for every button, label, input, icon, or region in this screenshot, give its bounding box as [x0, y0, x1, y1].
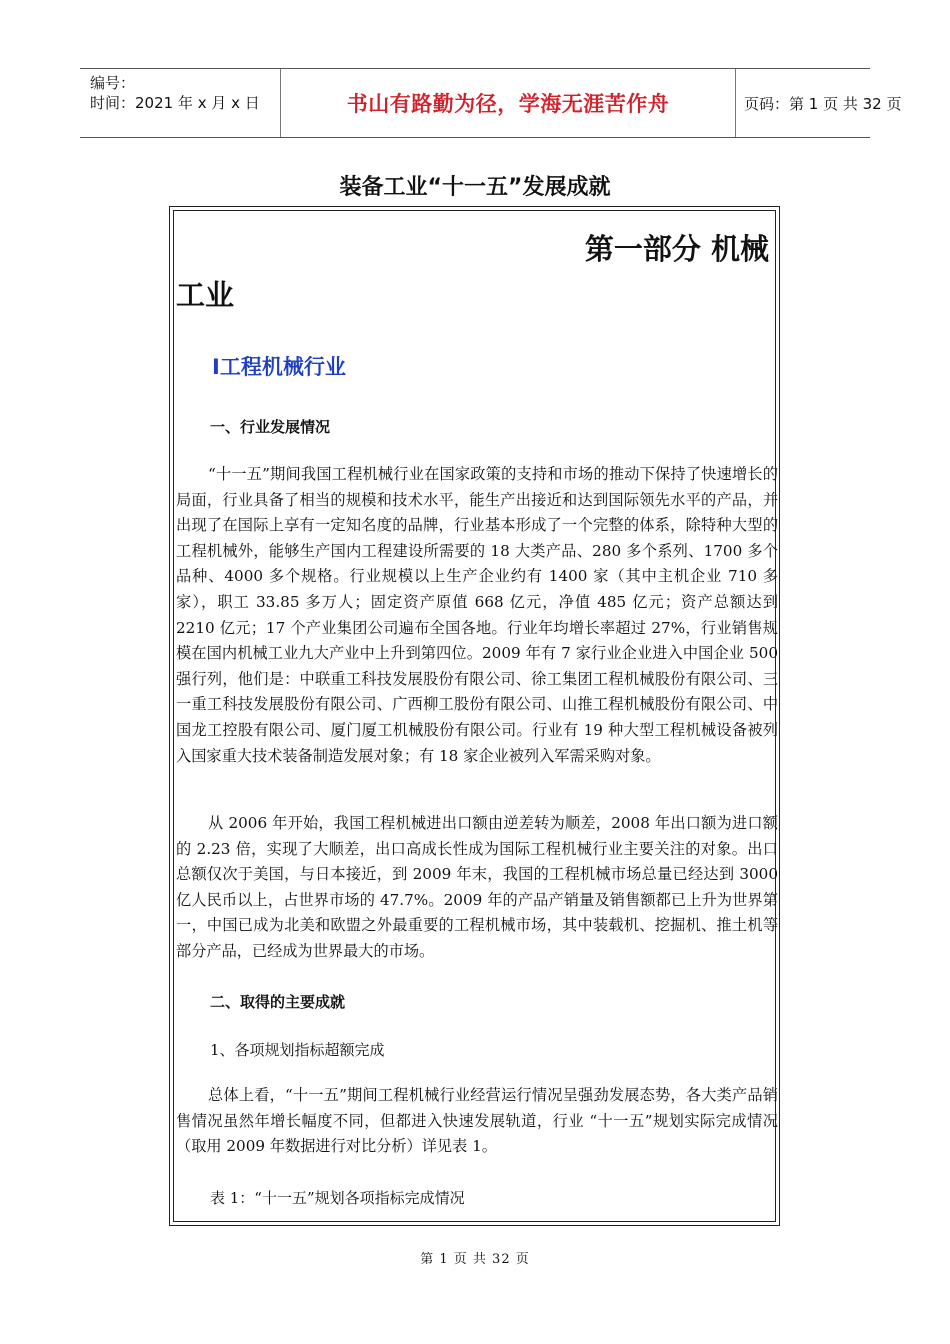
part-title-line2: 工业	[176, 278, 235, 312]
header-page-label: 页码：第 1 页 共 32 页	[744, 94, 902, 113]
content-frame-inner	[173, 210, 776, 1222]
part-title-line1: 第一部分 机械	[584, 232, 769, 266]
table-caption: 表 1：“十一五”规划各项指标完成情况	[210, 1189, 465, 1207]
heading-industry-development: 一、行业发展情况	[210, 418, 331, 436]
paragraph-trade: 从 2006 年开始，我国工程机械进出口额由逆差转为顺差，2008 年出口额为进口额的 2.23 倍，实现了大顺差，出口高成长性成为国际工程机械行业主要关注的对象。出口总额仅次于美国，与日本接近，到 2009 年末，我国的工程机械市场总量已经达到 3000 亿人民币以上，占世界市场的 47.7%。2009 年的产品产销量及销售额都已上升为世界第一，中国已成为北美和欧盟之外最重要的工程机械市场，其中装载机、挖掘机、推土机等部分产品，已经成为世界最大的市场。	[176, 814, 778, 960]
item-plan-targets: 1、各项规划指标超额完成	[210, 1041, 385, 1059]
paragraph-overview: 总体上看，“十一五”期间工程机械行业经营运行情况呈强劲发展态势，各大类产品销售情况虽然年增长幅度不同，但都进入快速发展轨道，行业 “十一五”规划实际完成情况（取用 2009 年数据进行对比分析）详见表 1。	[176, 1086, 778, 1156]
page-footer: 第 1 页 共 32 页	[420, 1252, 530, 1267]
header-motto: 书山有路勤为径，学海无涯苦作舟	[346, 92, 670, 116]
header-meta	[80, 69, 280, 137]
paragraph-development: “十一五”期间我国工程机械行业在国家政策的支持和市场的推动下保持了快速增长的局面，行业具备了相当的规模和技术水平，能生产出接近和达到国际领先水平的产品，并出现了在国际上享有一定知名度的品牌，行业基本形成了一个完整的体系，除特种大型的工程机械外，能够生产国内工程建设所需要的 18 大类产品、280 多个系列、1700 多个品种、4000 多个规格。行业规模以上生产企业约有 1400 家（其中主机企业 710 多家），职工 33.85 多万人；固定资产原值 668 亿元，净值 485 亿元；资产总额达到 2210 亿元；17 个产业集团公司遍布全国各地。行业年均增长率超过 27%，行业销售规模在国内机械工业九大产业中上升到第四位。2009 年有 7 家行业企业进入中国企业 500 强行列，他们是：中联重工科技发展股份有限公司、徐工集团工程机械股份有限公司、三一重工科技发展股份有限公司、广西柳工股份有限公司、山推工程机械股份有限公司、中国龙工控股有限公司、厦门厦工机械股份有限公司。行业有 19 种大型工程机械设备被列入国家重大技术装备制造发展对象；有 18 家企业被列入军需采购对象。	[176, 465, 778, 765]
document-header	[80, 68, 902, 138]
header-page-cell	[734, 69, 902, 137]
section-title: Ⅰ工程机械行业	[212, 355, 346, 379]
heading-achievements: 二、取得的主要成就	[210, 993, 346, 1011]
header-motto-cell	[280, 69, 736, 137]
document-title: 装备工业“十一五”发展成就	[339, 175, 611, 200]
number-label: 编号：	[90, 74, 136, 92]
content-frame	[169, 206, 780, 1226]
time-label: 时间：2021 年 x 月 x 日	[90, 94, 260, 112]
